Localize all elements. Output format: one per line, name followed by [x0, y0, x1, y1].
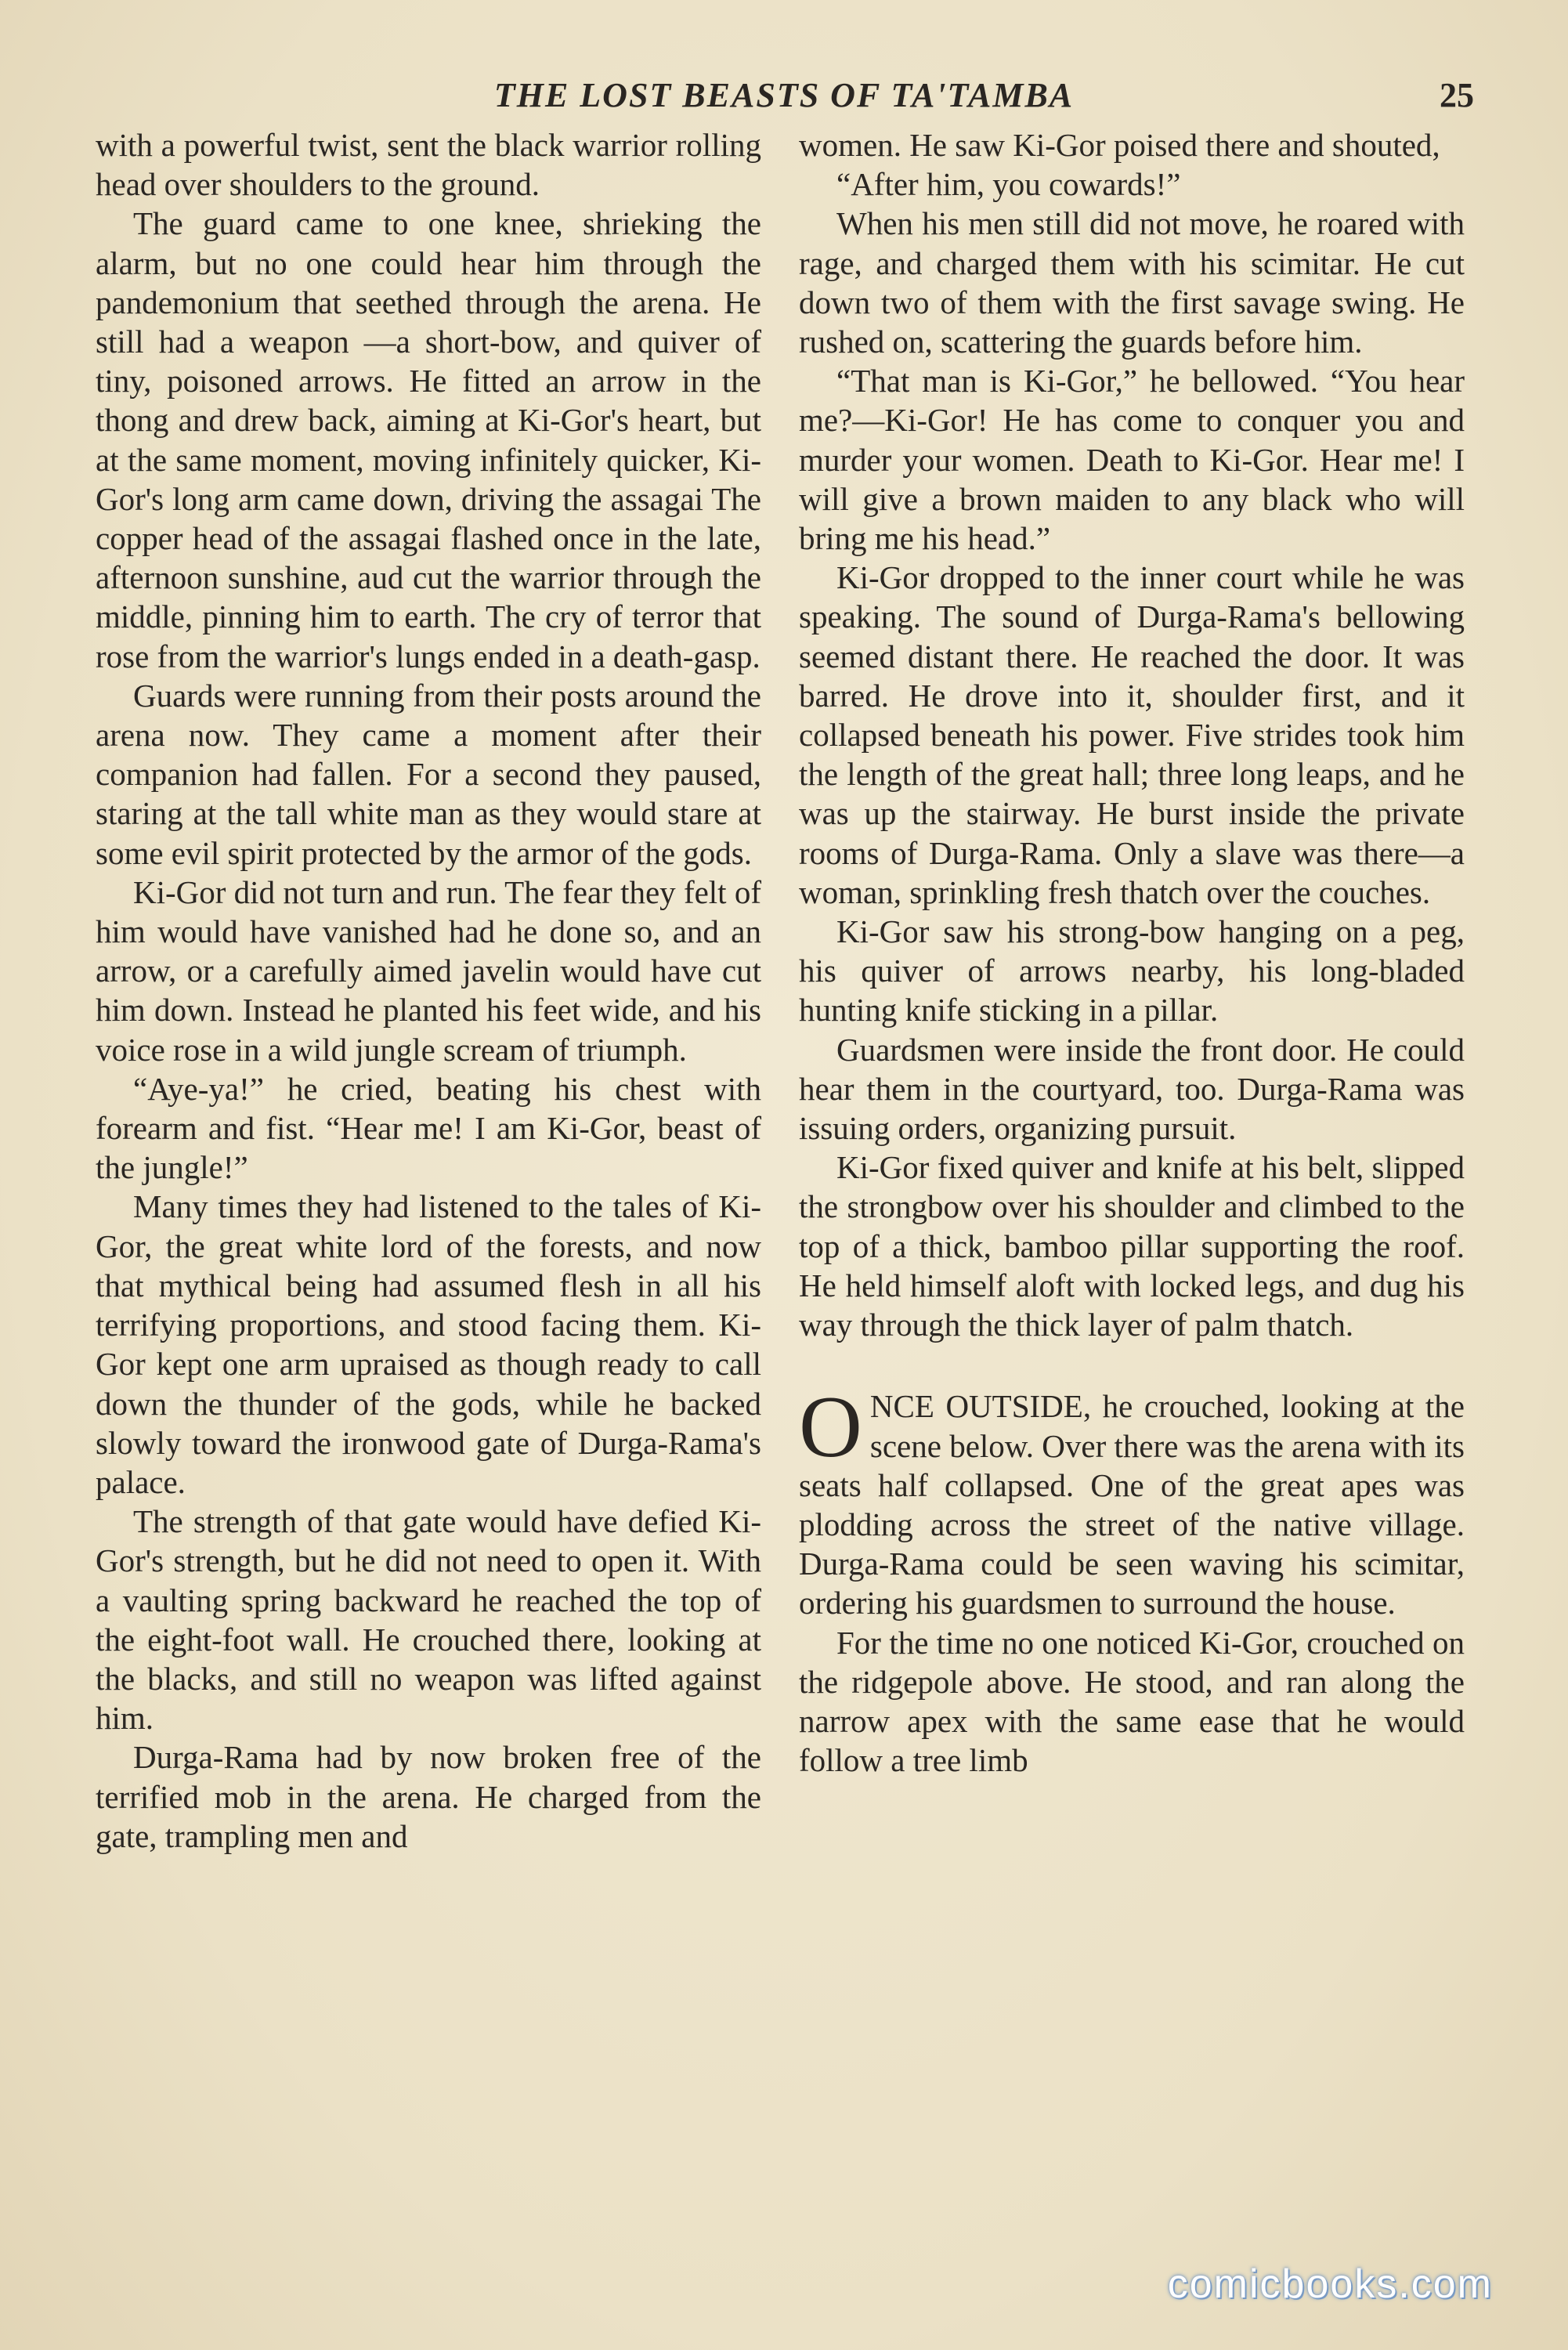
drop-cap: O [799, 1379, 862, 1477]
paragraph: Ki-Gor dropped to the inner court while he was speaking. The sound of Durga-Rama's bellowing seemed distant there. He reached the door. It was barred. He drove into it, shoulder first, and it collapsed beneath his power. Five strides took him the length of the great hall; three long leaps, and he was up the stairway. He burst inside the private rooms of Durga-Rama. Only a slave was there—a woman, sprinkling fresh thatch over the couches. [799, 559, 1465, 910]
paragraph: The strength of that gate would have defied Ki-Gor's strength, but he did not need to open it. With a vaulting spring backward he reached the top of the eight-foot wall. He crouched there, looking at the blacks, and still no weapon was lifted against him. [96, 1503, 761, 1737]
paragraph: “That man is Ki-Gor,” he bellowed. “You hear me?—Ki-Gor! He has come to conquer you and murder your women. Death to Ki-Gor. Hear me! I will give a brown maiden to any black who will bring me his head.” [799, 363, 1465, 557]
paragraph: “Aye-ya!” he cried, beating his chest with forearm and fist. “Hear me! I am Ki-Gor, beast of the jungle!” [96, 1070, 761, 1186]
paragraph: Ki-Gor saw his strong-bow hanging on a peg, his quiver of arrows nearby, his long-bladed hunting knife sticking in a pillar. [799, 913, 1465, 1029]
paragraph: For the time no one noticed Ki-Gor, crouched on the ridgepole above. He stood, and ran along the narrow apex with the same ease that he would follow a tree limb [799, 1624, 1465, 1779]
right-column [799, 125, 1465, 1780]
paragraph: women. He saw Ki-Gor poised there and shouted, [799, 127, 1440, 163]
paragraph: When his men still did not move, he roared with rage, and charged them with his scimitar. He cut down two of them with the first savage swing. He rushed on, scattering the guards before him. [799, 205, 1465, 360]
page-number: 25 [1440, 76, 1474, 114]
paragraph: Guards were running from their posts around the arena now. They came a moment after their companion had fallen. For a second they paused, staring at the tall white man as they would stare at some evil spirit protected by the armor of the gods. [96, 677, 761, 871]
paragraph: Durga-Rama had by now broken free of the terrified mob in the arena. He charged from the gate, trampling men and [96, 1739, 761, 1854]
watermark: comicbooks.com [1167, 2261, 1493, 2307]
paragraph: Guardsmen were inside the front door. He could hear them in the courtyard, too. Durga-Rama was issuing orders, organizing pursuit. [799, 1031, 1465, 1147]
paragraph: The guard came to one knee, shrieking the alarm, but no one could hear him through the pandemonium that seethed through the arena. He still had a weapon —a short-bow, and quiver of tiny, poisoned arrows. He fitted an arrow in the thong and drew back, aiming at Ki-Gor's heart, but at the same moment, moving infinitely quicker, Ki-Gor's long arm came down, driving the assagai The copper head of the assagai flashed once in the late, afternoon sunshine, aud cut the warrior through the middle, pinning him to earth. The cry of terror that rose from the warrior's lungs ended in a death-gasp. [96, 205, 761, 674]
paragraph: Many times they had listened to the tales of Ki-Gor, the great white lord of the forests, and now that mythical being had assumed flesh in all his terrifying proportions, and stood facing them. Ki-Gor kept one arm upraised as though ready to call down the thunder of the gods, while he backed slowly toward the ironwood gate of Durga-Rama's palace. [96, 1188, 761, 1500]
paragraph: with a powerful twist, sent the black warrior rolling head over shoulders to the ground. [96, 127, 761, 203]
paragraph: Ki-Gor did not turn and run. The fear they felt of him would have vanished had he done so, and an arrow, or a carefully aimed javelin would have cut him down. Instead he planted his feet wide, and his voice rose in a wild jungle scream of triumph. [96, 873, 761, 1068]
paragraph: Ki-Gor fixed quiver and knife at his belt, slipped the strongbow over his shoulder and climbed to the top of a thick, bamboo pillar supporting the roof. He held himself aloft with locked legs, and dug his way through the thick layer of palm thatch. [799, 1149, 1465, 1343]
left-column [96, 125, 761, 1856]
page-header [86, 75, 1482, 122]
section-opening-paragraph [799, 1379, 1465, 1622]
running-title: THE LOST BEASTS OF TA'TAMBA [493, 76, 1075, 114]
paragraph: “After him, you cowards!” [836, 166, 1181, 203]
section-lead-text: NCE OUTSIDE, he crouched, looking at the scene below. Over there was the arena with its seats half collapsed. One of the great apes was plodding across the street of the native village. Durga-Rama could be seen waving his scimitar, ordering his guardsmen to surround the house. [799, 1388, 1465, 1622]
